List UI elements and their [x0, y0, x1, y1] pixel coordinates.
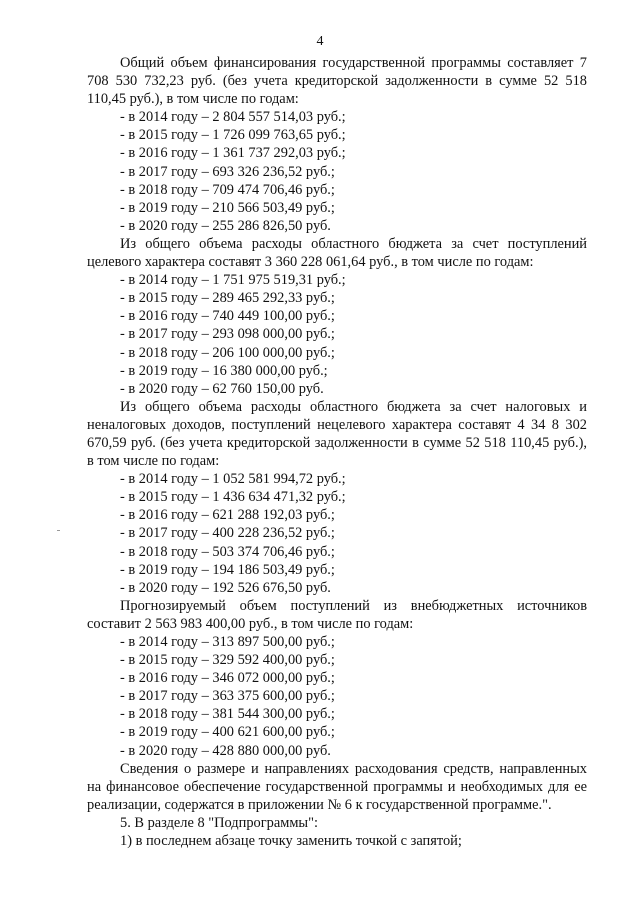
list-item: - в 2014 году – 313 897 500,00 руб.; [120, 634, 335, 650]
paragraph-extrabudgetary: Прогнозируемый объем поступлений из внебюджетных источников составит 2 563 983 400,00 руб., в том числе по годам: [87, 597, 587, 632]
list-item: - в 2014 году – 1 052 581 994,72 руб.; [120, 471, 346, 488]
list-item: - в 2020 году – 62 760 150,00 руб. [120, 380, 324, 397]
list-item: - в 2017 году – 693 326 236,52 руб.; [120, 163, 335, 180]
list-item: - в 2015 году – 1 436 634 471,32 руб.; [120, 489, 346, 506]
list-item: - в 2019 году – 194 186 503,49 руб.; [120, 561, 335, 578]
list-item: - в 2018 году – 709 474 706,46 руб.; [120, 181, 335, 198]
list-item: - в 2014 году – 1 751 975 519,31 руб.; [120, 272, 346, 289]
list-item: - в 2018 году – 503 374 706,46 руб.; [120, 543, 335, 560]
list-item: - в 2017 году – 363 375 600,00 руб.; [120, 688, 335, 705]
paragraph-targeted-receipts: Из общего объема расходы областного бюджета за счет поступлений целевого характера составят 3 360 228 061,64 руб., в том числе по годам: [87, 235, 587, 271]
list-item: - в 2020 году – 192 526 676,50 руб. [120, 579, 331, 596]
list-item: - в 2020 году – 428 880 000,00 руб. [120, 742, 331, 759]
paragraph-total-financing: Общий объем финансирования государственной программы составляет 7 708 530 732,23 руб. (без учета кредиторской задолженности в сумме 52 518 110,45 руб.), в том числе по годам: [87, 55, 587, 108]
list-item: - в 2017 году – 293 098 000,00 руб.; [120, 326, 335, 343]
list-item: - в 2017 году – 400 228 236,52 руб.; [120, 525, 335, 542]
list-item: - в 2016 году – 740 449 100,00 руб.; [120, 308, 335, 325]
list-item: - в 2016 году – 346 072 000,00 руб.; [120, 670, 335, 687]
list-extrabudgetary-by-year [87, 633, 587, 760]
list-item: - в 2014 году – 2 804 557 514,03 руб.; [120, 109, 346, 126]
list-item: - в 2019 году – 400 621 600,00 руб.; [120, 724, 335, 741]
document-body [87, 54, 587, 850]
list-item: - в 2016 году – 621 288 192,03 руб.; [120, 507, 335, 524]
list-item: - в 2015 году – 329 592 400,00 руб.; [120, 652, 335, 669]
amendment-heading: 5. В разделе 8 "Подпрограммы": [120, 814, 318, 831]
list-item: - в 2018 году – 381 544 300,00 руб.; [120, 706, 335, 723]
list-item: - в 2016 году – 1 361 737 292,03 руб.; [120, 145, 346, 162]
list-item: - в 2018 году – 206 100 000,00 руб.; [120, 344, 335, 361]
list-tax-revenues-by-year [87, 470, 587, 597]
list-targeted-receipts-by-year [87, 271, 587, 398]
page-number: 4 [316, 34, 324, 49]
list-item: - в 2015 году – 289 465 292,33 руб.; [120, 290, 335, 307]
amendment-item: 1) в последнем абзаце точку заменить точкой с запятой; [120, 833, 462, 850]
list-item: - в 2019 году – 210 566 503,49 руб.; [120, 199, 335, 216]
paragraph-appendix-reference: Сведения о размере и направлениях расходования средств, направленных на финансовое обеспечение государственной программы и необходимых для ее реализации, содержатся в приложении № 6 к государственной программе.". [87, 760, 587, 813]
scan-mark [57, 530, 60, 531]
list-item: - в 2020 году – 255 286 826,50 руб. [120, 217, 331, 234]
list-item: - в 2019 году – 16 380 000,00 руб.; [120, 362, 328, 379]
paragraph-tax-revenues: Из общего объема расходы областного бюджета за счет налоговых и неналоговых доходов, поступлений нецелевого характера составят 4 34 8 302 670,59 руб. (без учета кредиторской задолженности в сумме 52 518 110,45 руб.), в том числе по годам: [87, 398, 587, 470]
list-total-financing-by-year [87, 108, 587, 235]
list-item: - в 2015 году – 1 726 099 763,65 руб.; [120, 127, 346, 144]
